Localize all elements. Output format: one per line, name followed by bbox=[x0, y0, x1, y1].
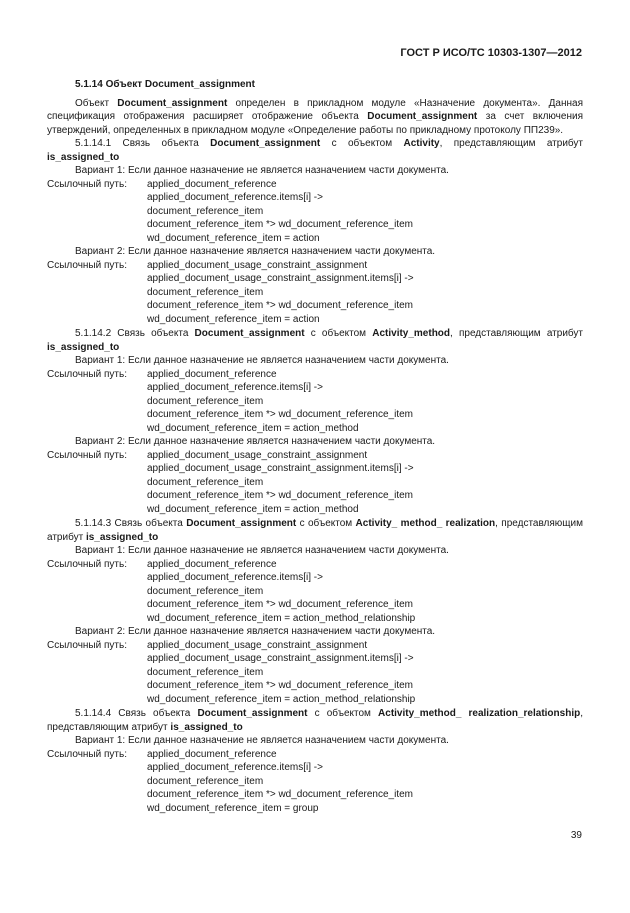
subsections bbox=[47, 137, 583, 815]
subsection bbox=[47, 327, 583, 516]
path-line: applied_document_usage_constraint_assignment.items[i] -> bbox=[147, 653, 414, 664]
path-line: applied_document_reference.items[i] -> bbox=[147, 192, 323, 203]
path-line: wd_document_reference_item = action_method bbox=[147, 422, 359, 434]
path-line: document_reference_item bbox=[147, 775, 264, 787]
variant-text: Вариант 1: Если данное назначение не является назначением части документа. bbox=[75, 735, 449, 746]
path-line: applied_document_usage_constraint_assignment.items[i] -> bbox=[147, 273, 414, 284]
section-heading: 5.1.14 Объект Document_assignment bbox=[75, 79, 255, 90]
path-line: wd_document_reference_item = action_method_relationship bbox=[147, 612, 416, 624]
subsection-title: 5.1.14.1 Связь объекта Document_assignment с объектом Activity, представляющим атрибут is_assigned_to bbox=[47, 138, 583, 163]
document-body bbox=[47, 78, 583, 816]
path-line: document_reference_item bbox=[147, 666, 264, 678]
subsection bbox=[47, 517, 583, 706]
path-line: document_reference_item *> wd_document_reference_item bbox=[147, 680, 413, 691]
reference-path bbox=[47, 368, 583, 436]
path-line: wd_document_reference_item = group bbox=[147, 802, 319, 814]
path-line: document_reference_item bbox=[147, 205, 264, 217]
variant-text: Вариант 1: Если данное назначение не является назначением части документа. bbox=[75, 355, 449, 366]
path-line: applied_document_reference.items[i] -> bbox=[147, 762, 323, 773]
path-line: wd_document_reference_item = action_method_relationship bbox=[147, 693, 416, 705]
path-line: wd_document_reference_item = action bbox=[147, 232, 320, 244]
path-line: wd_document_reference_item = action_method bbox=[147, 503, 359, 515]
path-label: Ссылочный путь: bbox=[47, 178, 127, 190]
page-number: 39 bbox=[570, 830, 582, 841]
subsection bbox=[47, 137, 583, 326]
path-line: applied_document_reference bbox=[147, 368, 277, 380]
intro-paragraph: Объект Document_assignment определен в прикладном модуле «Назначение документа». Данная спецификация отображения расширяет отображение объекта Document_assignment за счет включения утверждений, определенных в прикладном модуле «Определение работы по прикладному протоколу ПП239». bbox=[47, 97, 583, 136]
path-line: document_reference_item *> wd_document_reference_item bbox=[147, 219, 413, 230]
variant-text: Вариант 1: Если данное назначение не является назначением части документа. bbox=[75, 165, 449, 176]
path-label: Ссылочный путь: bbox=[47, 368, 127, 380]
variant-text: Вариант 2: Если данное назначение является назначением части документа. bbox=[75, 626, 436, 637]
document-header: ГОСТ Р ИСО/ТС 10303-1307—2012 bbox=[400, 47, 582, 59]
path-label: Ссылочный путь: bbox=[47, 639, 127, 651]
path-line: document_reference_item *> wd_document_reference_item bbox=[147, 300, 413, 311]
path-line: applied_document_usage_constraint_assignment bbox=[147, 639, 368, 651]
path-label: Ссылочный путь: bbox=[47, 748, 127, 760]
path-line: document_reference_item *> wd_document_reference_item bbox=[147, 490, 413, 501]
subsection-title: 5.1.14.3 Связь объекта Document_assignment с объектом Activity_ method_ realization, представляющим атрибут is_assigned_to bbox=[47, 518, 583, 543]
path-line: applied_document_usage_constraint_assignment bbox=[147, 449, 368, 461]
path-line: applied_document_usage_constraint_assignment.items[i] -> bbox=[147, 463, 414, 474]
variant-text: Вариант 2: Если данное назначение является назначением части документа. bbox=[75, 246, 436, 257]
path-line: document_reference_item *> wd_document_reference_item bbox=[147, 599, 413, 610]
path-line: document_reference_item *> wd_document_reference_item bbox=[147, 409, 413, 420]
path-line: document_reference_item bbox=[147, 476, 264, 488]
path-line: applied_document_usage_constraint_assignment bbox=[147, 259, 368, 271]
path-line: applied_document_reference.items[i] -> bbox=[147, 572, 323, 583]
path-label: Ссылочный путь: bbox=[47, 449, 127, 461]
reference-path bbox=[47, 639, 583, 707]
path-line: applied_document_reference bbox=[147, 178, 277, 190]
path-line: document_reference_item bbox=[147, 585, 264, 597]
path-line: document_reference_item bbox=[147, 395, 264, 407]
subsection bbox=[47, 707, 583, 815]
path-label: Ссылочный путь: bbox=[47, 259, 127, 271]
variant-text: Вариант 1: Если данное назначение не является назначением части документа. bbox=[75, 545, 449, 556]
reference-path bbox=[47, 178, 583, 246]
reference-path bbox=[47, 558, 583, 626]
reference-path bbox=[47, 449, 583, 517]
path-label: Ссылочный путь: bbox=[47, 558, 127, 570]
subsection-title: 5.1.14.4 Связь объекта Document_assignment с объектом Activity_method_ realization_relationship, представляющим атрибут is_assigned_to bbox=[47, 708, 583, 733]
path-line: applied_document_reference bbox=[147, 558, 277, 570]
path-line: wd_document_reference_item = action bbox=[147, 313, 320, 325]
variant-text: Вариант 2: Если данное назначение является назначением части документа. bbox=[75, 436, 436, 447]
path-line: document_reference_item bbox=[147, 286, 264, 298]
path-line: applied_document_reference.items[i] -> bbox=[147, 382, 323, 393]
path-line: applied_document_reference bbox=[147, 748, 277, 760]
reference-path bbox=[47, 748, 583, 816]
subsection-title: 5.1.14.2 Связь объекта Document_assignment с объектом Activity_method, представляющим атрибут is_assigned_to bbox=[47, 328, 583, 353]
reference-path bbox=[47, 259, 583, 327]
path-line: document_reference_item *> wd_document_reference_item bbox=[147, 789, 413, 800]
